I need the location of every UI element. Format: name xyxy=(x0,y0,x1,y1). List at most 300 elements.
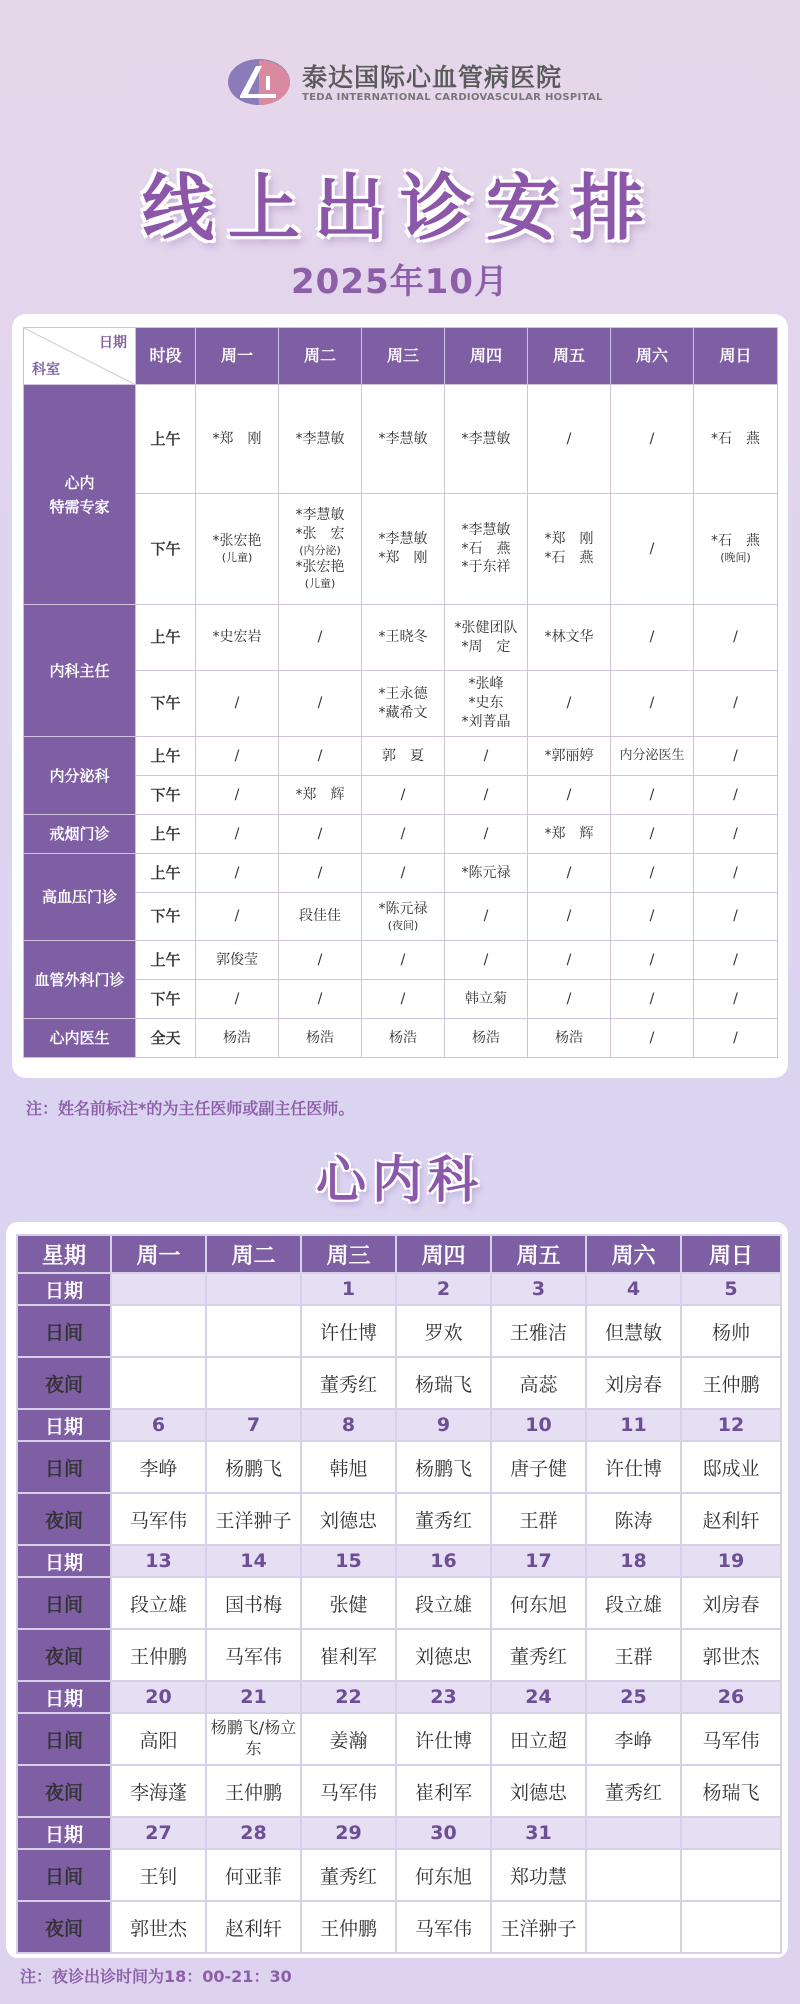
cell-note: (晚间) xyxy=(720,551,751,565)
night-clinic-footnote: 注：夜诊出诊时间为18：00-21：30 xyxy=(20,1967,292,1986)
day-shift-cell: 姜瀚 xyxy=(301,1713,396,1765)
cell: *郑 辉 xyxy=(528,815,611,854)
month-subtitle: 2025年10月 xyxy=(291,262,509,302)
cell: *郭丽婷 xyxy=(528,737,611,776)
table-row xyxy=(24,815,778,854)
date-cell: 4 xyxy=(586,1273,681,1305)
day-shift-cell: 何亚菲 xyxy=(206,1849,301,1901)
cell-line: *郑 刚 xyxy=(378,550,428,566)
cell-note: (儿童) xyxy=(221,551,253,565)
night-shift-cell: 王群 xyxy=(491,1493,586,1545)
date-cell xyxy=(111,1273,206,1305)
night-shift-row xyxy=(17,1357,781,1409)
night-shift-cell: 董秀红 xyxy=(491,1629,586,1681)
table-row xyxy=(24,941,778,980)
day-header-thu: 周四 xyxy=(445,328,528,385)
night-shift-row xyxy=(17,1629,781,1681)
day-shift-cell: 杨鹏飞 xyxy=(206,1441,301,1493)
night-shift-cell: 马军伟 xyxy=(396,1901,491,1953)
table-row xyxy=(24,1019,778,1058)
cell: / xyxy=(362,854,445,893)
date-cell: 2 xyxy=(396,1273,491,1305)
date-cell: 20 xyxy=(111,1681,206,1713)
slot-am: 上午 xyxy=(136,815,196,854)
date-row-label: 日期 xyxy=(17,1817,111,1849)
day-shift-cell: 段立雄 xyxy=(111,1577,206,1629)
slot-allday: 全天 xyxy=(136,1019,196,1058)
hospital-logo-icon xyxy=(226,56,292,108)
date-cell: 31 xyxy=(491,1817,586,1849)
hospital-name-en: TEDA INTERNATIONAL CARDIOVASCULAR HOSPITAL xyxy=(302,92,603,103)
day-shift-row-label: 日间 xyxy=(17,1441,111,1493)
cell: / xyxy=(445,776,528,815)
dept-vascular-surgery: 血管外科门诊 xyxy=(24,941,136,1019)
slot-am: 上午 xyxy=(136,941,196,980)
day-shift-cell: 段立雄 xyxy=(586,1577,681,1629)
date-cell xyxy=(586,1817,681,1849)
cell: / xyxy=(196,893,279,941)
cell: / xyxy=(694,941,778,980)
cell: / xyxy=(611,980,694,1019)
cell: *陈元禄 xyxy=(445,854,528,893)
dept-internal-director: 内科主任 xyxy=(24,605,136,737)
cell-line: *于东祥 xyxy=(461,559,511,576)
night-shift-cell: 董秀红 xyxy=(586,1765,681,1817)
cell-line: *郑 刚 xyxy=(544,531,594,548)
cell xyxy=(362,893,445,941)
cell: *李慧敏 xyxy=(279,385,362,494)
cell xyxy=(445,494,528,605)
night-shift-cell: 刘德忠 xyxy=(396,1629,491,1681)
day-shift-cell: 杨帅 xyxy=(681,1305,781,1357)
cell: / xyxy=(196,671,279,737)
night-shift-cell: 崔利军 xyxy=(301,1629,396,1681)
cell: *郑 刚 xyxy=(196,385,279,494)
night-shift-cell: 刘德忠 xyxy=(301,1493,396,1545)
night-shift-cell: 马军伟 xyxy=(206,1629,301,1681)
cell: / xyxy=(445,815,528,854)
cell xyxy=(445,671,528,737)
day-shift-cell: 刘房春 xyxy=(681,1577,781,1629)
cell: *林文华 xyxy=(528,605,611,671)
date-cell: 8 xyxy=(301,1409,396,1441)
day-shift-cell xyxy=(586,1849,681,1901)
night-shift-row-label: 夜间 xyxy=(17,1765,111,1817)
cell xyxy=(445,605,528,671)
day-shift-row xyxy=(17,1713,781,1765)
night-shift-cell: 王洋翀子 xyxy=(206,1493,301,1545)
cell: / xyxy=(694,776,778,815)
date-cell: 15 xyxy=(301,1545,396,1577)
date-cell: 21 xyxy=(206,1681,301,1713)
date-cell: 28 xyxy=(206,1817,301,1849)
corner-dept-label: 科室 xyxy=(32,362,60,379)
day-shift-row xyxy=(17,1441,781,1493)
date-cell: 30 xyxy=(396,1817,491,1849)
cell: *李慧敏 xyxy=(445,385,528,494)
cell: *李慧敏 xyxy=(362,385,445,494)
date-cell: 22 xyxy=(301,1681,396,1713)
duty-day-header-wed: 周三 xyxy=(301,1235,396,1273)
date-row xyxy=(17,1817,781,1849)
day-shift-cell: 郑功慧 xyxy=(491,1849,586,1901)
cell: / xyxy=(279,854,362,893)
date-cell: 17 xyxy=(491,1545,586,1577)
online-clinic-schedule-table xyxy=(23,327,778,1058)
day-shift-cell: 高阳 xyxy=(111,1713,206,1765)
slot-pm: 下午 xyxy=(136,893,196,941)
cell: / xyxy=(694,854,778,893)
slot-pm: 下午 xyxy=(136,980,196,1019)
night-shift-cell: 刘房春 xyxy=(586,1357,681,1409)
date-cell: 29 xyxy=(301,1817,396,1849)
cell-line: *石 燕 xyxy=(544,550,594,566)
schedule-footnote: 注：姓名前标注*的为主任医师或副主任医师。 xyxy=(26,1099,355,1118)
day-shift-row-label: 日间 xyxy=(17,1713,111,1765)
cell-line: *石 燕 xyxy=(461,540,511,557)
table-row xyxy=(24,494,778,605)
cell: / xyxy=(528,893,611,941)
cell-line: *张峰 xyxy=(468,676,504,693)
table-row xyxy=(24,854,778,893)
day-header-tue: 周二 xyxy=(279,328,362,385)
slot-am: 上午 xyxy=(136,854,196,893)
cell: / xyxy=(279,815,362,854)
cell: / xyxy=(694,605,778,671)
cell: 段佳佳 xyxy=(279,893,362,941)
day-shift-cell: 何东旭 xyxy=(396,1849,491,1901)
night-shift-row-label: 夜间 xyxy=(17,1493,111,1545)
cell: 杨浩 xyxy=(362,1019,445,1058)
section-title-cardiology: 心内科 xyxy=(316,1151,484,1209)
cell: / xyxy=(694,671,778,737)
day-shift-cell: 但慧敏 xyxy=(586,1305,681,1357)
date-cell: 9 xyxy=(396,1409,491,1441)
date-row-label: 日期 xyxy=(17,1273,111,1305)
day-shift-row-label: 日间 xyxy=(17,1849,111,1901)
day-shift-cell: 许仕博 xyxy=(396,1713,491,1765)
table-row xyxy=(24,980,778,1019)
cell-line: *张健团队 xyxy=(454,619,518,636)
date-row xyxy=(17,1409,781,1441)
page-title: 线上出诊安排 xyxy=(141,166,658,250)
night-shift-cell: 陈涛 xyxy=(586,1493,681,1545)
date-cell xyxy=(206,1273,301,1305)
cell: / xyxy=(279,605,362,671)
night-shift-cell: 董秀红 xyxy=(301,1357,396,1409)
cell: / xyxy=(611,854,694,893)
duty-day-header-fri: 周五 xyxy=(491,1235,586,1273)
date-cell: 3 xyxy=(491,1273,586,1305)
cell: / xyxy=(196,815,279,854)
cell: / xyxy=(694,815,778,854)
cell: / xyxy=(279,737,362,776)
cell-note: (儿童) xyxy=(304,577,336,591)
day-shift-cell: 杨鹏飞 xyxy=(396,1441,491,1493)
cell: / xyxy=(362,980,445,1019)
cell: *史宏岩 xyxy=(196,605,279,671)
cell: 杨浩 xyxy=(279,1019,362,1058)
cell-note: (夜间) xyxy=(387,918,419,932)
night-shift-cell: 杨瑞飞 xyxy=(396,1357,491,1409)
night-shift-row-label: 夜间 xyxy=(17,1629,111,1681)
night-shift-cell: 董秀红 xyxy=(396,1493,491,1545)
cell-line: *张 宏 xyxy=(295,525,345,542)
date-cell: 11 xyxy=(586,1409,681,1441)
cell-line: *史东 xyxy=(468,695,504,712)
cell-line: *石 燕 xyxy=(711,533,760,550)
table-row xyxy=(24,671,778,737)
cell-line: *张宏艳 xyxy=(295,559,345,576)
day-shift-cell: 何东旭 xyxy=(491,1577,586,1629)
day-shift-cell: 许仕博 xyxy=(301,1305,396,1357)
cell: / xyxy=(445,941,528,980)
cell: / xyxy=(279,980,362,1019)
table-corner-header xyxy=(24,328,136,385)
night-shift-cell: 王仲鹏 xyxy=(206,1765,301,1817)
date-row-label: 日期 xyxy=(17,1545,111,1577)
night-shift-cell: 郭世杰 xyxy=(111,1901,206,1953)
date-cell: 1 xyxy=(301,1273,396,1305)
day-shift-row-label: 日间 xyxy=(17,1577,111,1629)
date-cell: 6 xyxy=(111,1409,206,1441)
cell: / xyxy=(362,815,445,854)
day-shift-cell: 马军伟 xyxy=(681,1713,781,1765)
duty-roster-table xyxy=(16,1234,782,1954)
duty-day-header-sat: 周六 xyxy=(586,1235,681,1273)
cell-line: *王永德 xyxy=(378,685,428,702)
cell-line: *张宏艳 xyxy=(212,533,262,550)
slot-am: 上午 xyxy=(136,605,196,671)
day-shift-cell xyxy=(206,1305,301,1357)
cell: / xyxy=(611,941,694,980)
cell: / xyxy=(362,776,445,815)
night-shift-cell: 高蕊 xyxy=(491,1357,586,1409)
cell: / xyxy=(528,854,611,893)
cell: / xyxy=(445,737,528,776)
day-shift-cell: 李峥 xyxy=(111,1441,206,1493)
corner-date-label: 日期 xyxy=(99,335,127,351)
day-shift-row xyxy=(17,1577,781,1629)
cell-line: *李慧敏 xyxy=(295,506,345,523)
cell: / xyxy=(528,385,611,494)
day-shift-row xyxy=(17,1849,781,1901)
cell: / xyxy=(196,737,279,776)
night-shift-cell: 杨瑞飞 xyxy=(681,1765,781,1817)
cell xyxy=(362,494,445,605)
cell: / xyxy=(611,671,694,737)
slot-header: 时段 xyxy=(136,328,196,385)
cell: 内分泌医生 xyxy=(611,737,694,776)
cell: / xyxy=(279,671,362,737)
night-shift-cell: 赵利轩 xyxy=(206,1901,301,1953)
day-shift-cell: 王雅洁 xyxy=(491,1305,586,1357)
cell-line: *刘菁晶 xyxy=(461,713,511,730)
cell-line: *陈元禄 xyxy=(378,900,428,917)
cell: / xyxy=(528,776,611,815)
day-header-sat: 周六 xyxy=(611,328,694,385)
cell: / xyxy=(611,494,694,605)
slot-pm: 下午 xyxy=(136,494,196,605)
date-cell: 27 xyxy=(111,1817,206,1849)
cell xyxy=(279,494,362,605)
cell: / xyxy=(196,854,279,893)
night-shift-row-label: 夜间 xyxy=(17,1901,111,1953)
day-shift-cell: 韩旭 xyxy=(301,1441,396,1493)
duty-day-header-sun: 周日 xyxy=(681,1235,781,1273)
date-row-label: 日期 xyxy=(17,1409,111,1441)
dept-label-line1: 心内 xyxy=(64,473,95,492)
cell: 郭 夏 xyxy=(362,737,445,776)
duty-day-header-thu: 周四 xyxy=(396,1235,491,1273)
cell: *石 燕 xyxy=(694,385,778,494)
day-shift-cell: 杨鹏飞/杨立东 xyxy=(206,1713,301,1765)
day-shift-cell xyxy=(681,1849,781,1901)
night-shift-cell: 王仲鹏 xyxy=(681,1357,781,1409)
date-cell: 23 xyxy=(396,1681,491,1713)
day-header-fri: 周五 xyxy=(528,328,611,385)
date-cell: 14 xyxy=(206,1545,301,1577)
day-header-mon: 周一 xyxy=(196,328,279,385)
date-cell: 10 xyxy=(491,1409,586,1441)
dept-hypertension: 高血压门诊 xyxy=(24,854,136,941)
cell: / xyxy=(611,385,694,494)
night-shift-cell: 郭世杰 xyxy=(681,1629,781,1681)
night-shift-cell: 李海蓬 xyxy=(111,1765,206,1817)
cell: / xyxy=(611,605,694,671)
night-shift-cell: 马军伟 xyxy=(301,1765,396,1817)
day-header-wed: 周三 xyxy=(362,328,445,385)
date-cell: 26 xyxy=(681,1681,781,1713)
slot-am: 上午 xyxy=(136,385,196,494)
table-row xyxy=(24,893,778,941)
cell: / xyxy=(196,776,279,815)
dept-label-line2: 特需专家 xyxy=(49,497,110,516)
cell xyxy=(528,494,611,605)
night-shift-cell: 王仲鹏 xyxy=(111,1629,206,1681)
slot-am: 上午 xyxy=(136,737,196,776)
date-cell: 16 xyxy=(396,1545,491,1577)
cell: *王晓冬 xyxy=(362,605,445,671)
day-shift-cell: 王钊 xyxy=(111,1849,206,1901)
night-shift-cell: 崔利军 xyxy=(396,1765,491,1817)
night-shift-cell: 王群 xyxy=(586,1629,681,1681)
cell xyxy=(362,671,445,737)
cell: / xyxy=(279,941,362,980)
cell: / xyxy=(694,737,778,776)
night-shift-cell: 赵利轩 xyxy=(681,1493,781,1545)
dept-smoking-cessation: 戒烟门诊 xyxy=(24,815,136,854)
cell: / xyxy=(611,815,694,854)
day-shift-cell: 段立雄 xyxy=(396,1577,491,1629)
date-cell xyxy=(681,1817,781,1849)
cell-line: *藏希文 xyxy=(378,704,428,721)
date-row xyxy=(17,1273,781,1305)
cell-line: *李慧敏 xyxy=(378,531,428,548)
night-shift-cell: 马军伟 xyxy=(111,1493,206,1545)
cell: 杨浩 xyxy=(196,1019,279,1058)
cell: / xyxy=(445,893,528,941)
table-row xyxy=(24,605,778,671)
night-shift-row xyxy=(17,1765,781,1817)
cell: / xyxy=(611,776,694,815)
date-cell: 19 xyxy=(681,1545,781,1577)
night-shift-row xyxy=(17,1901,781,1953)
table-row xyxy=(24,385,778,494)
night-shift-cell xyxy=(111,1357,206,1409)
date-cell: 18 xyxy=(586,1545,681,1577)
cell-note: (内分泌) xyxy=(299,543,341,557)
date-cell: 7 xyxy=(206,1409,301,1441)
date-row xyxy=(17,1681,781,1713)
night-shift-cell xyxy=(586,1901,681,1953)
weekday-header-label: 星期 xyxy=(17,1235,111,1273)
dept-cardio-doctor: 心内医生 xyxy=(24,1019,136,1058)
date-cell: 12 xyxy=(681,1409,781,1441)
cell xyxy=(694,494,778,605)
date-cell: 24 xyxy=(491,1681,586,1713)
day-header-sun: 周日 xyxy=(694,328,778,385)
day-shift-cell: 李峥 xyxy=(586,1713,681,1765)
dept-cardio-expert xyxy=(24,385,136,605)
day-shift-cell: 邸成业 xyxy=(681,1441,781,1493)
cell: 郭俊莹 xyxy=(196,941,279,980)
hospital-header xyxy=(0,52,800,112)
date-row xyxy=(17,1545,781,1577)
day-shift-row xyxy=(17,1305,781,1357)
date-cell: 13 xyxy=(111,1545,206,1577)
day-shift-cell xyxy=(111,1305,206,1357)
night-shift-cell xyxy=(681,1901,781,1953)
cell: / xyxy=(611,1019,694,1058)
cell: 杨浩 xyxy=(445,1019,528,1058)
cell-line: *周 定 xyxy=(461,638,511,655)
night-shift-row xyxy=(17,1493,781,1545)
cell: / xyxy=(196,980,279,1019)
day-shift-cell: 许仕博 xyxy=(586,1441,681,1493)
slot-pm: 下午 xyxy=(136,776,196,815)
cell: / xyxy=(528,980,611,1019)
night-shift-cell: 刘德忠 xyxy=(491,1765,586,1817)
cell: / xyxy=(362,941,445,980)
cell: / xyxy=(694,1019,778,1058)
date-cell: 5 xyxy=(681,1273,781,1305)
day-shift-cell: 田立超 xyxy=(491,1713,586,1765)
date-cell: 25 xyxy=(586,1681,681,1713)
table-row xyxy=(24,737,778,776)
dept-endocrine: 内分泌科 xyxy=(24,737,136,815)
duty-day-header-mon: 周一 xyxy=(111,1235,206,1273)
night-shift-cell: 王仲鹏 xyxy=(301,1901,396,1953)
day-shift-row-label: 日间 xyxy=(17,1305,111,1357)
day-shift-cell: 国书梅 xyxy=(206,1577,301,1629)
cell: / xyxy=(694,980,778,1019)
hospital-name-cn: 泰达国际心血管病医院 xyxy=(302,63,563,92)
day-shift-cell: 张健 xyxy=(301,1577,396,1629)
day-shift-cell: 罗欢 xyxy=(396,1305,491,1357)
night-shift-row-label: 夜间 xyxy=(17,1357,111,1409)
cell: *郑 辉 xyxy=(279,776,362,815)
cell xyxy=(196,494,279,605)
cell: / xyxy=(528,941,611,980)
day-shift-cell: 董秀红 xyxy=(301,1849,396,1901)
night-shift-cell xyxy=(206,1357,301,1409)
slot-pm: 下午 xyxy=(136,671,196,737)
night-shift-cell: 王洋翀子 xyxy=(491,1901,586,1953)
duty-day-header-tue: 周二 xyxy=(206,1235,301,1273)
date-row-label: 日期 xyxy=(17,1681,111,1713)
cell: / xyxy=(611,893,694,941)
